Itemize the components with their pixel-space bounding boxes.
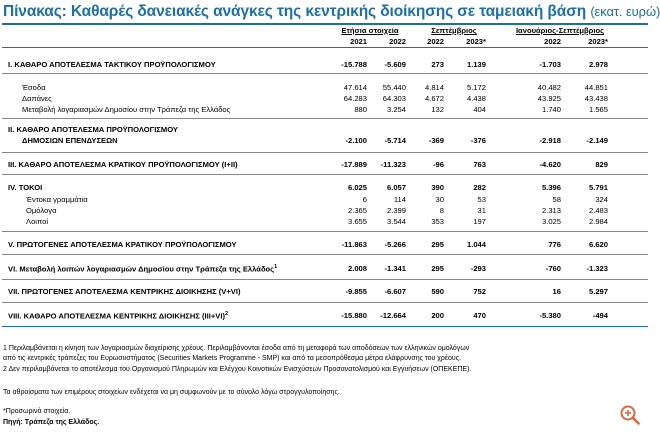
cell-value: -760 bbox=[545, 264, 561, 273]
column-year: 2023* bbox=[588, 37, 608, 46]
cell-value: 295 bbox=[431, 240, 444, 249]
provisional-note: *Προσωρινά στοιχεία. bbox=[3, 408, 71, 415]
row-label-continued: ΔΗΜΟΣΙΩΝ ΕΠΕΝΔΥΣΕΩΝ bbox=[22, 136, 118, 145]
cell-value: -5.714 bbox=[384, 136, 406, 145]
cell-value: -11.863 bbox=[341, 240, 367, 249]
row-divider bbox=[2, 302, 648, 303]
cell-value: 3.025 bbox=[541, 217, 561, 226]
table-row bbox=[0, 206, 650, 217]
cell-value: -11.323 bbox=[380, 160, 406, 169]
column-year: 2021 bbox=[350, 37, 367, 46]
row-label: II. ΚΑΘΑΡΟ ΑΠΟΤΕΛΕΣΜΑ ΠΡΟΫΠΟΛΟΓΙΣΜΟΥ bbox=[8, 125, 178, 134]
cell-value: -376 bbox=[470, 136, 486, 145]
cell-value: 114 bbox=[393, 195, 406, 204]
cell-value: -1.341 bbox=[384, 264, 406, 273]
cell-value: 64.303 bbox=[382, 94, 406, 103]
cell-value: 43.925 bbox=[537, 94, 561, 103]
table-row bbox=[0, 287, 650, 298]
cell-value: 590 bbox=[431, 287, 444, 296]
zoom-in-icon[interactable] bbox=[619, 404, 641, 426]
table-row bbox=[0, 195, 650, 206]
cell-value: 4.814 bbox=[424, 83, 444, 92]
cell-value: -2.149 bbox=[586, 136, 608, 145]
cell-value: 3.544 bbox=[386, 217, 406, 226]
table-row bbox=[0, 60, 650, 71]
row-label bbox=[8, 311, 228, 321]
cell-value: 353 bbox=[431, 217, 444, 226]
cell-value: 763 bbox=[473, 160, 486, 169]
cell-value: 16 bbox=[552, 287, 561, 296]
cell-value: 776 bbox=[548, 240, 561, 249]
cell-value: 43.438 bbox=[584, 94, 608, 103]
row-divider bbox=[2, 73, 648, 74]
row-divider bbox=[2, 231, 648, 232]
footnote-1-line-2: από τις κεντρικές τράπεζες του Ευρωσυστήματος (Securities Markets Programme - SMP) και από τα μεσοπρόθεσμα μέτρα ελάφρυνσης του χρέους. bbox=[3, 355, 462, 362]
cell-value: 200 bbox=[431, 311, 444, 320]
row-label: Λοιποί bbox=[26, 217, 49, 226]
row-label: III. ΚΑΘΑΡΟ ΑΠΟΤΕΛΕΣΜΑ ΚΡΑΤΙΚΟΥ ΠΡΟΫΠΟΛΟΓΙΣΜΟΥ (I+II) bbox=[8, 160, 238, 169]
table-row bbox=[0, 94, 650, 105]
cell-value: -4.620 bbox=[539, 160, 561, 169]
cell-value: 47.614 bbox=[343, 83, 367, 92]
row-label bbox=[8, 264, 277, 274]
footnote-1-line-1: 1 Περιλαμβάνεται η κίνηση των λογαριασμών διαχείρισης χρέους. Περιλαμβάνονται έσοδα από τη μεταφορά των αποδόσεων των ελληνικών ομολόγων bbox=[3, 345, 470, 352]
row-divider bbox=[2, 279, 648, 280]
row-label: Έντοκα γραμμάτια bbox=[26, 195, 88, 204]
cell-value: -15.788 bbox=[341, 60, 367, 69]
cell-value: -494 bbox=[592, 311, 608, 320]
cell-value: 4.438 bbox=[466, 94, 486, 103]
footnote-2: 2 Δεν περιλαμβάνεται το αποτέλεσμα του Οργανισμού Πληρωμών και Ελέγχου Κοινοτικών Ενισχύσεων Προσανατολισμού και Εγγυήσεων (ΟΠΕΚΕΠΕ). bbox=[3, 366, 472, 373]
row-divider bbox=[2, 254, 648, 255]
title-text: Πίνακας: Καθαρές δανειακές ανάγκες της κεντρικής διοίκησης σε ταμειακή βάση bbox=[3, 3, 587, 20]
cell-value: 58 bbox=[552, 195, 561, 204]
table-row bbox=[0, 160, 650, 171]
cell-value: 3.254 bbox=[386, 105, 406, 114]
cell-value: 1.565 bbox=[588, 105, 608, 114]
row-label: Έσοδα bbox=[22, 83, 46, 92]
cell-value: 2.008 bbox=[347, 264, 367, 273]
cell-value: 132 bbox=[431, 105, 444, 114]
cell-value: 1.044 bbox=[466, 240, 486, 249]
cell-value: 64.283 bbox=[343, 94, 367, 103]
row-label: IV. ΤΟΚΟΙ bbox=[8, 183, 43, 192]
row-label: Δαπάνες bbox=[22, 94, 52, 103]
cell-value: 6.025 bbox=[347, 183, 367, 192]
cell-value: -6.607 bbox=[384, 287, 406, 296]
cell-value: 273 bbox=[431, 60, 444, 69]
cell-value: 282 bbox=[473, 183, 486, 192]
column-group-september: Σεπτέμβριος bbox=[431, 26, 477, 35]
cell-value: 44.851 bbox=[584, 83, 608, 92]
footnote-marker: 2 bbox=[225, 311, 229, 317]
row-label: V. ΠΡΩΤΟΓΕΝΕΣ ΑΠΟΤΕΛΕΣΜΑ ΚΡΑΤΙΚΟΥ ΠΡΟΫΠΟΛΟΓΙΣΜΟΥ bbox=[8, 240, 237, 249]
cell-value: 2.313 bbox=[541, 206, 561, 215]
table-row bbox=[0, 125, 650, 147]
rounding-note: Τα αθροίσματα των επιμέρους στοιχείων ενδέχεται να μη συμφωνούν με το σύνολο λόγω στρογγυλοποίησης. bbox=[3, 389, 340, 396]
table-row bbox=[0, 240, 650, 251]
footnote-marker: 1 bbox=[274, 264, 278, 270]
cell-value: -5.266 bbox=[384, 240, 406, 249]
cell-value: -9.855 bbox=[345, 287, 367, 296]
cell-value: 40.482 bbox=[537, 83, 561, 92]
cell-value: -96 bbox=[433, 160, 444, 169]
cell-value: 880 bbox=[354, 105, 367, 114]
cell-value: 829 bbox=[595, 160, 608, 169]
page-title bbox=[3, 3, 660, 21]
cell-value: 53 bbox=[477, 195, 486, 204]
cell-value: 197 bbox=[473, 217, 486, 226]
cell-value: 30 bbox=[435, 195, 444, 204]
row-divider bbox=[2, 118, 648, 119]
cell-value: -5.380 bbox=[539, 311, 561, 320]
row-label: I. ΚΑΘΑΡΟ ΑΠΟΤΕΛΕΣΜΑ ΤΑΚΤΙΚΟΥ ΠΡΟΫΠΟΛΟΓΙΣΜΟΥ bbox=[8, 60, 216, 69]
cell-value: -12.664 bbox=[380, 311, 406, 320]
cell-value: 2.365 bbox=[347, 206, 367, 215]
cell-value: 6 bbox=[362, 195, 367, 204]
cell-value: 6.057 bbox=[386, 183, 406, 192]
table-bottom-rule bbox=[2, 326, 648, 327]
cell-value: -1.703 bbox=[539, 60, 561, 69]
cell-value: 295 bbox=[431, 264, 444, 273]
row-label-text: VI. Μεταβολή λοιπών λογαριασμών Δημοσίου στην Τράπεζα της Ελλάδος bbox=[8, 264, 275, 274]
header-rule bbox=[2, 23, 648, 25]
cell-value: 390 bbox=[431, 183, 444, 192]
row-label: Ομόλογα bbox=[26, 206, 57, 215]
cell-value: 3.655 bbox=[347, 217, 367, 226]
row-label-text: VIII. ΚΑΘΑΡΟ ΑΠΟΤΕΛΕΣΜΑ ΚΕΝΤΡΙΚΗΣ ΔΙΟΙΚΗΣΗΣ (III+VI) bbox=[8, 311, 226, 321]
table-row bbox=[0, 264, 650, 275]
row-label: Μεταβολή λογαριασμών Δημοσίου στην Τράπεζα της Ελλάδος bbox=[22, 105, 231, 114]
row-label: VII. ΠΡΩΤΟΓΕΝΕΣ ΑΠΟΤΕΛΕΣΜΑ ΚΕΝΤΡΙΚΗΣ ΔΙΟΙΚΗΣΗΣ (V+VI) bbox=[8, 287, 241, 296]
cell-value: 1.740 bbox=[541, 105, 561, 114]
cell-value: 5.297 bbox=[588, 287, 608, 296]
column-group-jan-sep: Ιανουάριος-Σεπτέμβριος bbox=[515, 26, 605, 35]
column-year: 2022 bbox=[427, 37, 444, 46]
cell-value: 2.978 bbox=[588, 60, 608, 69]
cell-value: 31 bbox=[477, 206, 486, 215]
cell-value: 470 bbox=[473, 311, 486, 320]
cell-value: 752 bbox=[473, 287, 486, 296]
cell-value: -293 bbox=[470, 264, 486, 273]
column-year: 2023* bbox=[466, 37, 486, 46]
cell-value: 5.396 bbox=[541, 183, 561, 192]
column-year: 2022 bbox=[544, 37, 561, 46]
row-divider bbox=[2, 152, 648, 153]
table-row bbox=[0, 217, 650, 228]
table-row bbox=[0, 311, 650, 322]
cell-value: 2.984 bbox=[588, 217, 608, 226]
table-row bbox=[0, 105, 650, 116]
cell-value: 2.483 bbox=[588, 206, 608, 215]
column-group-annual: Ετήσια στοιχεία bbox=[341, 26, 399, 35]
header-rule bbox=[2, 47, 648, 48]
cell-value: -15.880 bbox=[341, 311, 367, 320]
cell-value: 5.172 bbox=[466, 83, 486, 92]
table-row bbox=[0, 83, 650, 94]
source-note: Πηγή: Τράπεζα της Ελλάδος. bbox=[3, 419, 100, 426]
cell-value: -1.323 bbox=[586, 264, 608, 273]
cell-value: 324 bbox=[595, 195, 608, 204]
cell-value: -2.918 bbox=[539, 136, 561, 145]
cell-value: 4.672 bbox=[424, 94, 444, 103]
cell-value: 8 bbox=[439, 206, 444, 215]
table-row bbox=[0, 183, 650, 194]
cell-value: 404 bbox=[473, 105, 486, 114]
cell-value: 1.139 bbox=[466, 60, 486, 69]
cell-value: -369 bbox=[428, 136, 444, 145]
cell-value: -17.889 bbox=[341, 160, 367, 169]
column-year: 2022 bbox=[389, 37, 406, 46]
row-divider bbox=[2, 174, 648, 175]
cell-value: 6.620 bbox=[588, 240, 608, 249]
cell-value: -5.609 bbox=[384, 60, 406, 69]
cell-value: 5.791 bbox=[588, 183, 608, 192]
title-unit: (εκατ. ευρώ) bbox=[590, 4, 660, 19]
cell-value: 55.440 bbox=[382, 83, 406, 92]
cell-value: -2.100 bbox=[345, 136, 367, 145]
cell-value: 2.399 bbox=[386, 206, 406, 215]
